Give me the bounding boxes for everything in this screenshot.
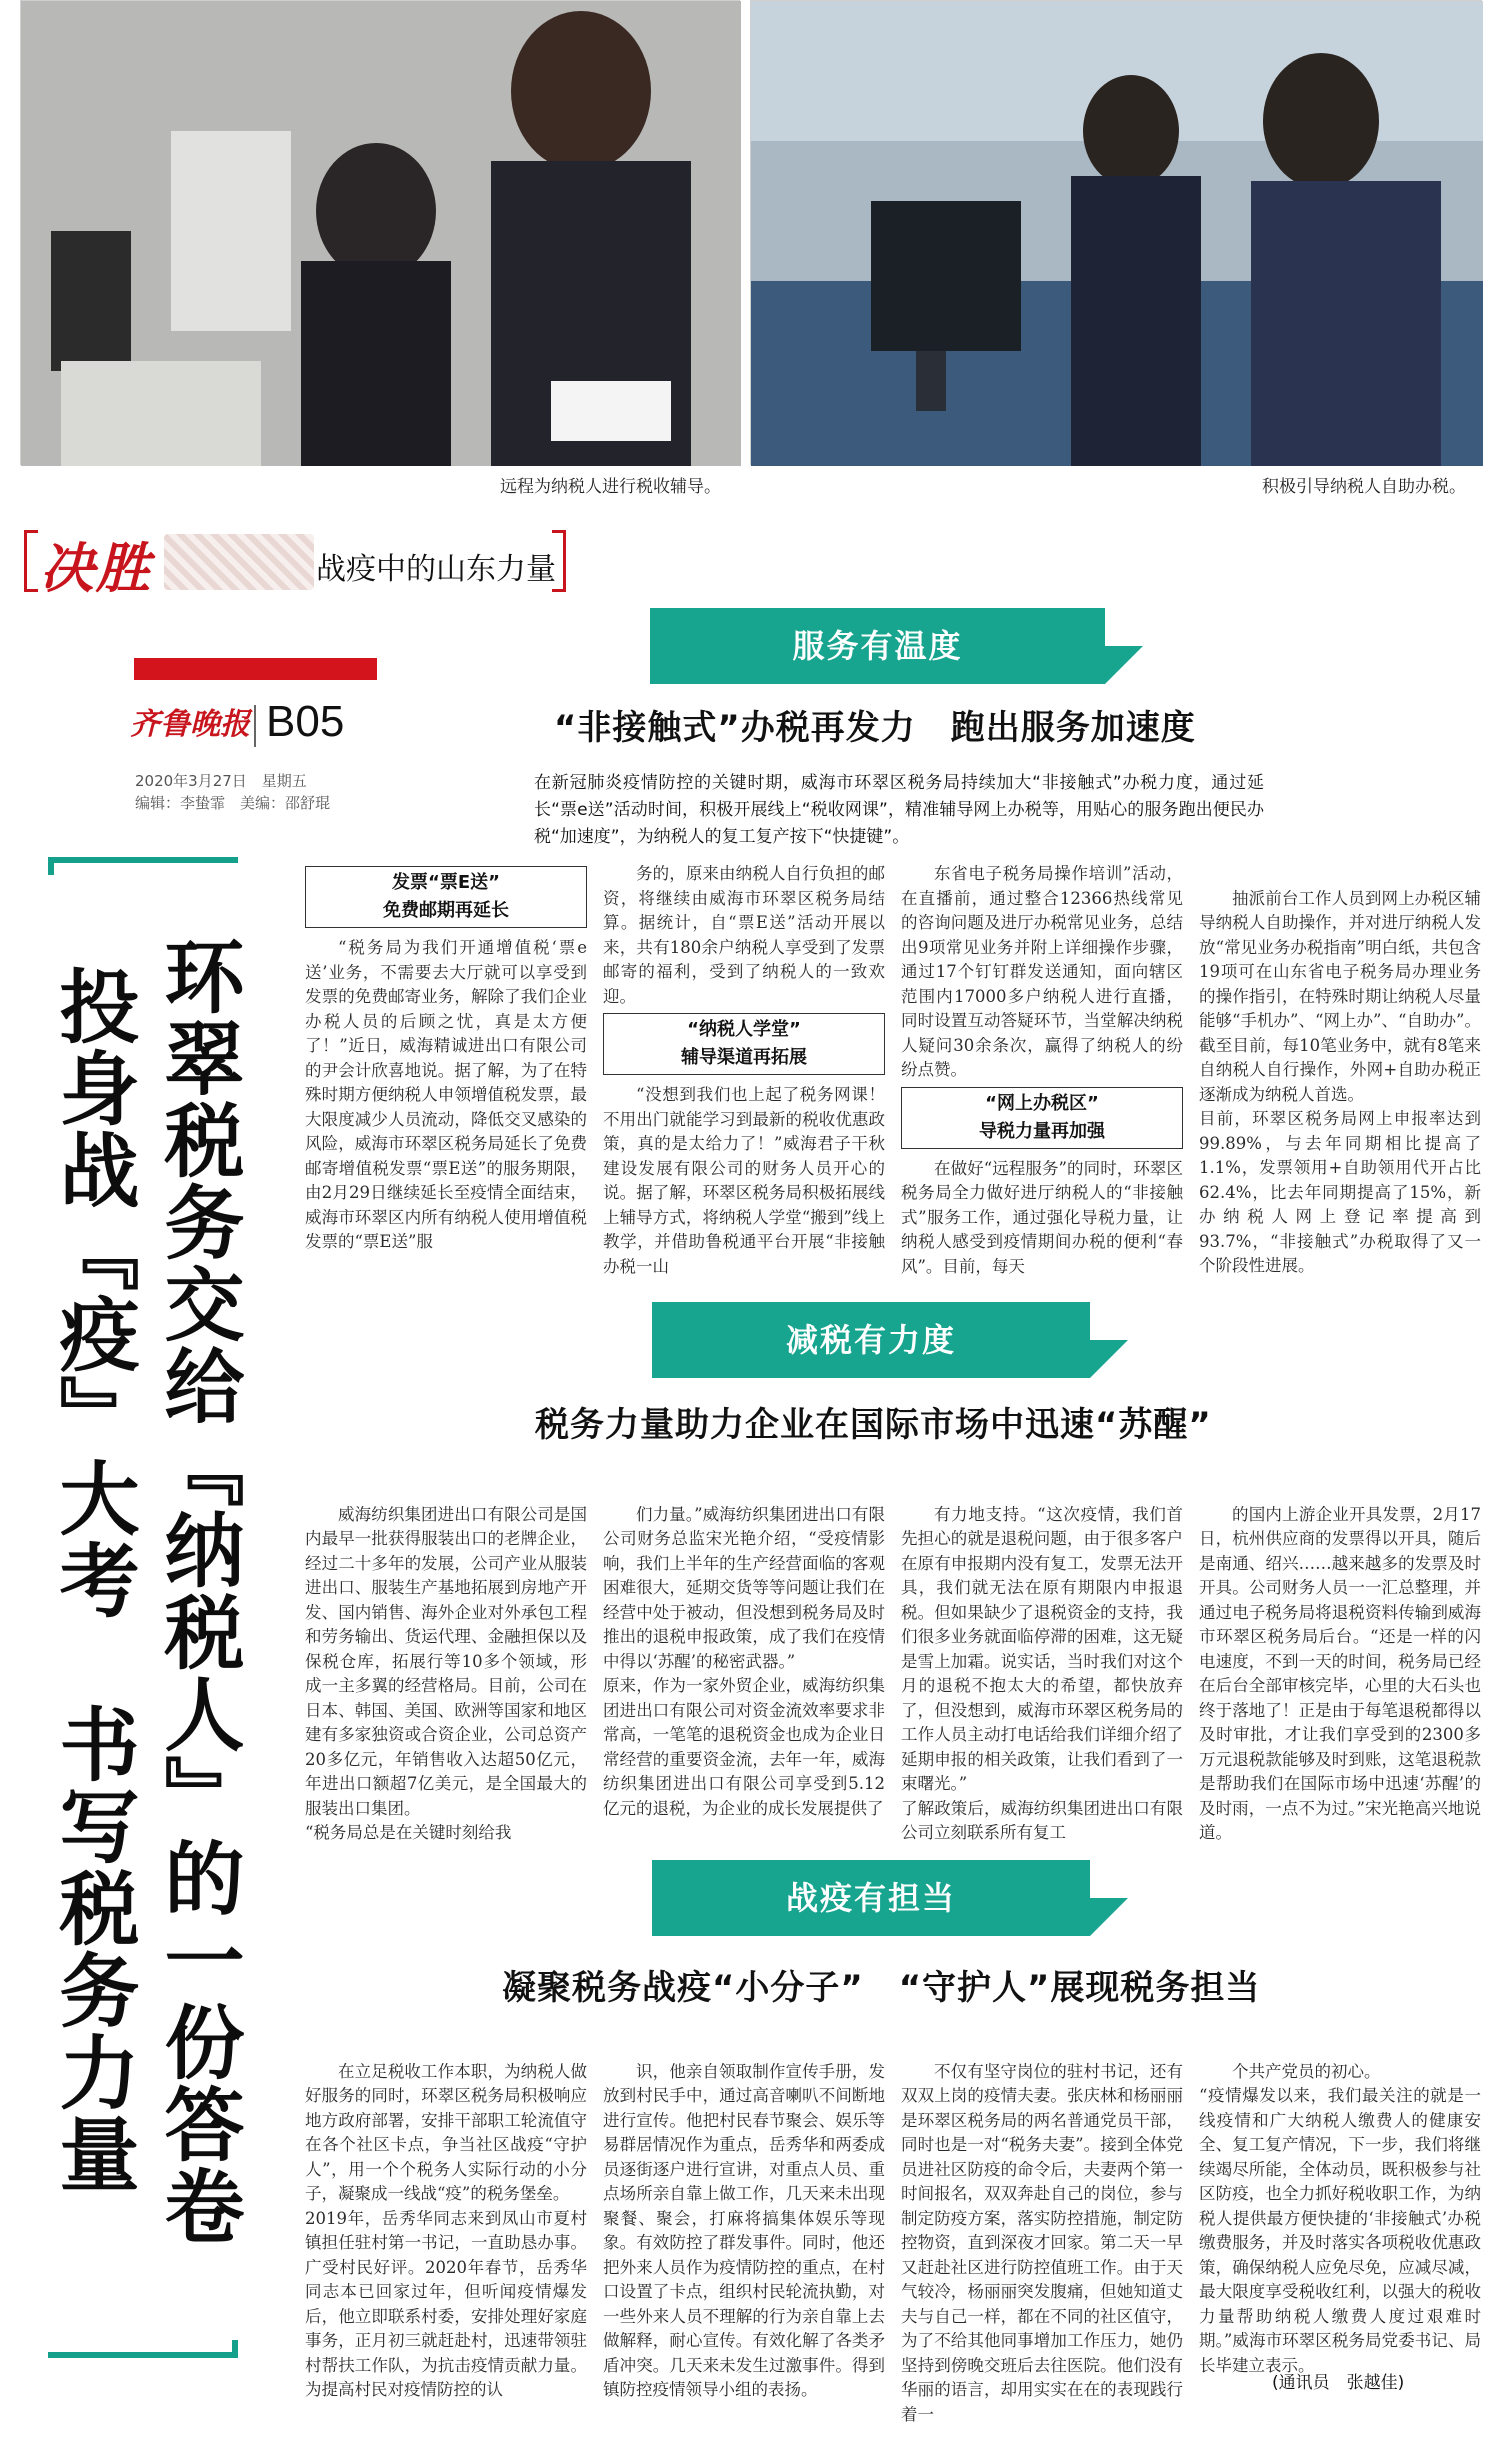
article-column [1199, 2035, 1481, 2375]
photo-caption: 积极引导纳税人自助办税。 [1262, 477, 1466, 497]
article-paragraph: 威海纺织集团进出口有限公司是国内最早一批获得服装出口的老牌企业，经过二十多年的发展，公司产业从服装进出口、服装生产基地拓展到房地产开发、国内销售、海外企业对外承包工程和劳务输出、货运代理、金融担保以及保税仓库，拓展行等10多个领域，形成一主多翼的经营格局。目前，公司在日本、韩国、美国、欧洲等国家和地区建有多家独资或合资企业，公司总资产20多亿元，年销售收入达超50亿元，年进出口额超7亿美元，是全国最大的服装出口集团。 “税务局总是在关键时刻给我 [305, 1504, 587, 1842]
series-banner [24, 522, 564, 600]
newspaper-logo: 齐鲁晚报 [130, 707, 250, 742]
article-paragraph: 们力量。”威海纺织集团进出口有限公司财务总监宋光艳介绍，“受疫情影响，我们上半年的生产经营面临的客观困难很大，延期交货等等问题让我们在经营中处于被动，但没想到税务局及时推出的退税申报政策，成了我们在疫情中得以‘苏醒’的秘密武器。” 原来，作为一家外贸企业，威海纺织集团进出口有限公司对资金流效率要求非常高，一笔笔的退税资金也成为企业日常经营的重要资金流，去年一年，威海纺织集团进出口有限公司享受到5.12亿元的退税，为企业的成长发展提供了 [603, 1504, 885, 1818]
subheading-box: “网上办税区” 导税力量再加强 [901, 1087, 1183, 1149]
article-column [901, 1478, 1183, 1842]
reporter-credit: (通讯员 张越佳) [1272, 2373, 1405, 2393]
article-paragraph: 东省电子税务局操作培训”活动，在直播前，通过整合12366热线常见的咨询问题及进厅办税常见业务，总结出9项常见业务并附上详细操作步骤，通过17个钉钉群发送通知，面向辖区范围内17000多户纳税人进行直播，同时设置互动答疑环节，当堂解决纳税人疑问30余条次，赢得了纳税人的纷纷点赞。 [901, 864, 1183, 1079]
article-column [305, 2035, 587, 2399]
article-paragraph: “没想到我们也上起了税务网课！不用出门就能学习到最新的税收优惠政策，真的是太给力了！”威海君子干秋建设发展有限公司的财务人员开心的说。据了解，环翠区税务局积极拓展线上辅导方式，将纳税人学堂“搬到”线上教学，并借助鲁税通平台开展“非接触办税一山 [603, 1085, 885, 1276]
section-headline: 税务力量助力企业在国际市场中迅速“苏醒” [535, 1405, 1212, 1445]
title-bracket-bottom [48, 2340, 238, 2358]
article-column [603, 862, 885, 1276]
article-paragraph: 务的，原来由纳税人自行负担的邮资，将继续由威海市环翠区税务局结算。据统计，自“票E送”活动开展以来，共有180余户纳税人享受到了发票邮寄的福利，受到了纳税人的一致欢迎。 [603, 864, 885, 1006]
section-ribbon: 减税有力度 [652, 1302, 1090, 1378]
main-subtitle: 投身战『疫』大考 书写税务力量 [46, 965, 139, 2195]
banner-bracket-left [24, 530, 38, 592]
article-column [901, 2035, 1183, 2424]
article-paragraph: 的国内上游企业开具发票，2月17日，杭州供应商的发票得以开具，随后是南通、绍兴……越来越多的发票及时开具。公司财务人员一一汇总整理，并通过电子税务局将退税资料传输到威海市环翠区税务局后台。“还是一样的闪电速度，不到一天的时间，税务局已经在后台全部审核完毕，心里的大石头也终于落地了！正是由于每笔退税都得以及时审批，才让我们享受到的2300多万元退税款能够及时到账，这笔退税款是帮助我们在国际市场中迅速‘苏醒’的及时雨，一点不为过。”宋光艳高兴地说道。 [1199, 1504, 1481, 1842]
subheading-box: 发票“票E送” 免费邮期再延长 [305, 866, 587, 928]
article-column [603, 1478, 885, 1833]
photo-caption: 远程为纳税人进行税收辅导。 [500, 477, 721, 497]
masthead-red-bar [134, 658, 377, 680]
article-paragraph: 在立足税收工作本职，为纳税人做好服务的同时，环翠区税务局积极响应地方政府部署，安排干部职工轮流值守在各个社区卡点，争当社区战疫“守护人”，用一个个税务人实际行动的小分子，凝聚成一线战“疫”的税务堡垒。 2019年，岳秀华同志来到凤山市夏村镇担任驻村第一书记，一直助恳办事。广受村民好评。2020年春节，岳秀华同志本已回家过年，但听闻疫情爆发后，他立即联系村委，安排处理好家庭事务，正月初三就赶赴村，迅速带领驻村帮扶工作队，为抗击疫情贡献力量。为提高村民对疫情防控的认 [305, 2061, 587, 2399]
banner-bracket-right [552, 530, 566, 592]
masthead [130, 695, 390, 755]
article-column [305, 862, 587, 1267]
article-paragraph: 识，他亲自领取制作宣传手册，发放到村民手中，通过高音喇叭不间断地进行宣传。他把村民春节聚会、娱乐等易群居情况作为重点，岳秀华和两委成员逐街逐户进行宣讲，对重点人员、重点场所亲自靠上做工作，几天来未出现聚餐、聚会，打麻将搞集体娱乐等现象。有效防控了群发事件。同时，他还把外来人员作为疫情防控的重点，在村口设置了卡点，组织村民轮流执勤，对一些外来人员不理解的行为亲自靠上去做解释，耐心宣传。有效化解了各类矛盾冲突。几天来未发生过激事件。得到镇防控疫情领导小组的表扬。 [603, 2061, 885, 2399]
masthead-divider [254, 705, 256, 747]
article-column [1199, 1478, 1481, 1842]
editor-credits: 编辑：李蛰霏 美编：邵舒琨 [135, 794, 331, 812]
issue-date: 2020年3月27日 星期五 [135, 772, 307, 790]
article-paragraph: 有力地支持。“这次疫情，我们首先担心的就是退税问题，由于很多客户在原有申报期内没有复工，发票无法开具，我们就无法在原有期限内申报退税。但如果缺少了退税资金的支持，我们很多业务就面临停滞的困难，这无疑是雪上加霜。说实话，当时我们对这个月的退税不抱太大的希望，都快放弃了，但没想到，威海市环翠区税务局的工作人员主动打电话给我们详细介绍了延期申报的相关政策，让我们看到了一束曙光。” 了解政策后，威海纺织集团进出口有限公司立刻联系所有复工 [901, 1504, 1183, 1842]
dateline [135, 770, 330, 814]
title-bracket-top [48, 857, 238, 875]
photo-self-service-guidance [750, 0, 1482, 465]
main-title: 环翠税务交给『纳税人』的一份答卷 [151, 935, 244, 2247]
article-column [305, 1478, 587, 1842]
section-lead: 在新冠肺炎疫情防控的关键时期，威海市环翠区税务局持续加大“非接触式”办税力度，通过延长“票e送”活动时间，积极开展线上“税收网课”，精准辅导网上办税等，用贴心的服务跑出便民办税“加速度”，为纳税人的复工复产按下“快捷键”。 [534, 773, 1264, 847]
article-paragraph: “税务局为我们开通增值税‘票e送’业务，不需要去大厅就可以享受到发票的免费邮寄业务，解除了我们企业办税人员的后顾之忧，真是太方便了！”近日，威海精诚进出口有限公司的尹会计欣喜地说。据了解，为了在特殊时期方便纳税人申领增值税发票，最大限度减少人员流动，降低交叉感染的风险，威海市环翠区税务局延长了免费邮寄增值税发票“票E送”的服务期限，由2月29日继续延长至疫情全面结束，威海市环翠区内所有纳税人使用增值税发票的“票E送”服 [305, 938, 587, 1251]
photo-remote-guidance [20, 0, 740, 465]
section-headline: 凝聚税务战疫“小分子” “守护人”展现税务担当 [502, 1968, 1261, 2008]
section-ribbon: 服务有温度 [650, 608, 1105, 684]
article-paragraph: 在做好“远程服务”的同时，环翠区税务局全力做好进厅纳税人的“非接触式”服务工作，通过强化导税力量，让纳税人感受到疫情期间办税的便利“春风”。目前，每天 [901, 1158, 1183, 1276]
article-column [1199, 862, 1481, 1275]
article-paragraph: 不仅有坚守岗位的驻村书记，还有双双上岗的疫情夫妻。张庆林和杨丽丽是环翠区税务局的两名普通党员干部，同时也是一对“税务夫妻”。接到全体党员进社区防疫的命令后，夫妻两个第一时间报名，双双奔赴自己的岗位，参与制定防疫方案，落实防控措施，制定防控物资，直到深夜才回家。第二天一早又赶赴社区进行防控值班工作。由于天气较冷，杨丽丽突发腹痛，但她知道丈夫与自己一样，都在不同的社区值守，为了不给其他同事增加工作压力，她仍坚持到傍晚交班后去往医院。他们没有华丽的语言，却用实实在在的表现践行着一 [901, 2061, 1183, 2424]
article-paragraph: 个共产党员的初心。 “疫情爆发以来，我们最关注的就是一线疫情和广大纳税人缴费人的健康安全、复工复产情况，下一步，我们将继续竭尽所能，全体动员，既积极参与社区防疫，也全力抓好税收职工作，为纳税人提供最方便快捷的‘非接触式’办税缴费服务，并及时落实各项税收优惠政策，确保纳税人应免尽免，应减尽减，最大限度享受税收红利，以强大的税收力量帮助纳税人缴费人度过艰难时期。”威海市环翠区税务局党委书记、局长毕建立表示。 [1199, 2061, 1481, 2375]
photo-remote-guidance-art [21, 1, 741, 466]
series-logo-mark: 决胜 [40, 536, 152, 600]
article-column [901, 862, 1183, 1276]
section-ribbon: 战疫有担当 [652, 1860, 1090, 1936]
photo-self-service-guidance-art [751, 1, 1483, 466]
section-headline: “非接触式”办税再发力 跑出服务加速度 [554, 708, 1196, 748]
article-column [603, 2035, 885, 2399]
subheading-box: “纳税人学堂” 辅导渠道再拓展 [603, 1013, 885, 1075]
article-paragraph: 抽派前台工作人员到网上办税区辅导纳税人自助操作，并对进厅纳税人发放“常见业务办税指南”明白纸，共包含19项可在山东省电子税务局办理业务的操作指引，在特殊时期让纳税人尽量能够“手机办”、“网上办”、“自助办”。截至目前，每10笔业务中，就有8笔来自纳税人自行操作，外网+自助办税正逐渐成为纳税人首选。 目前，环翠区税务局网上申报率达到99.89%，与去年同期相比提高了1.1%，发票领用+自助领用代开占比62.4%，比去年同期提高了15%，新办纳税人网上登记率提高到93.7%，“非接触式”办税取得了又一个阶段性进展。 [1199, 888, 1481, 1275]
series-subtitle: 战疫中的山东力量 [316, 552, 556, 587]
page-number: B05 [266, 697, 345, 746]
series-illustration [164, 534, 314, 590]
